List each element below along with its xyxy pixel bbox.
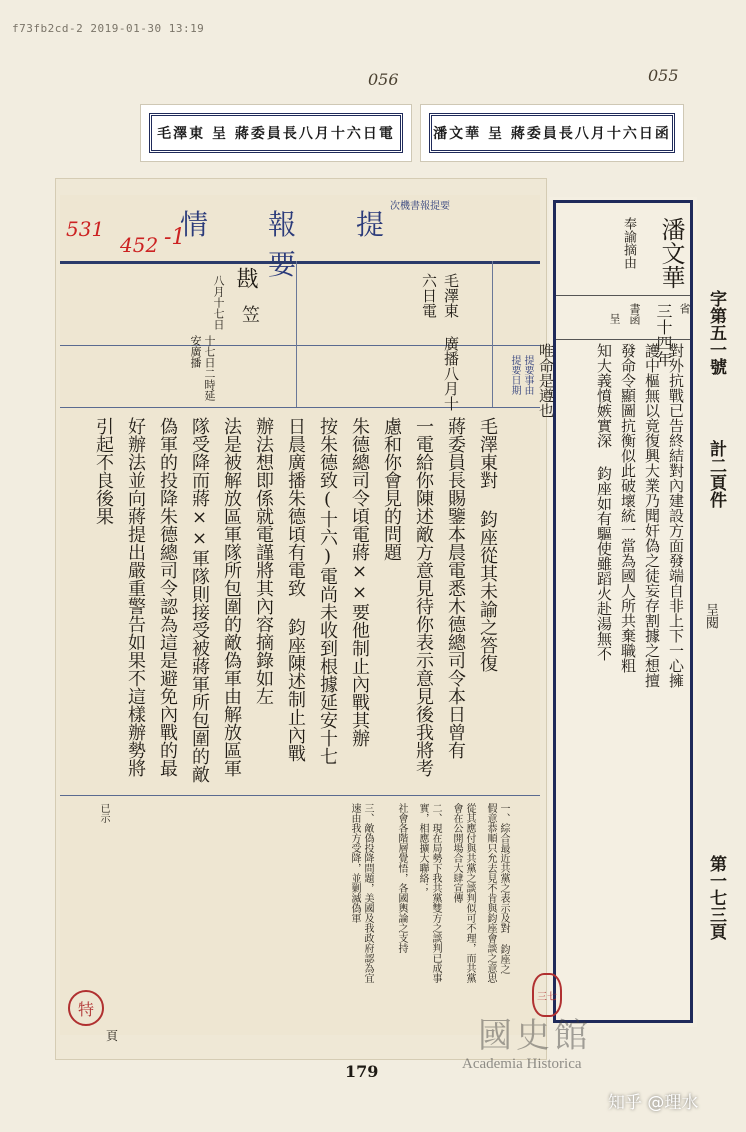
body-column-12: 好辦法並向蔣提出嚴重警告如果不這樣辦勢將: [125, 417, 146, 777]
watermark-english: Academia Historica: [462, 1056, 582, 1072]
left-header-box: [140, 104, 412, 162]
archive-stamp: f73fb2cd-2 2019-01-30 13:19: [12, 22, 205, 35]
form-subtitle: 次機書報提要: [390, 201, 450, 212]
card-meta-1: 省: [678, 303, 691, 314]
form-title: 情 報 提 要: [179, 208, 445, 281]
card-year: 三十四年: [654, 303, 673, 367]
body-column-9: 法是被解放區軍隊所包圍的敵偽軍由解放區軍: [221, 417, 242, 777]
card-meta-2: 書函: [628, 303, 641, 325]
note-4: 社會各階層覺悟，各國輿論之支持: [396, 803, 407, 953]
red-seal-te: 特: [68, 990, 104, 1026]
body-column-11: 偽軍的投降朱德總司令認為這是避免內戰的最: [157, 417, 178, 777]
sender-column: 毛澤東 廣播八月十六日電: [420, 273, 460, 411]
notes-block: [90, 803, 510, 983]
note-1: 一、綜合最近共黨之表示及對 鈞座之假意恭順只允去見不肯與鈞座會談之意思: [485, 803, 509, 983]
page-number-right: 055: [648, 66, 679, 85]
right-header-title: 潘文華 呈 蔣委員長八月十六日函: [429, 113, 675, 153]
watermark-logo: 國史館: [478, 1016, 592, 1056]
note-5: 三、敵偽投降問題，美國及我政府認為宜速由我方受降，並剿滅偽軍: [349, 803, 373, 983]
card-column-1: 對外抗戰已告終結對內建設方面發端自非上下一心擁: [667, 343, 685, 688]
side-tab-subject: 提要事由: [522, 355, 533, 395]
body-column-7: 日晨廣播朱德頃有電致 鈞座陳述制止內戰: [285, 417, 306, 762]
footer-page-label: 頁: [106, 1029, 119, 1043]
card-sender: 潘文華: [657, 217, 685, 289]
card-seal: 三七: [532, 973, 562, 1017]
side-tab-date: 提要日期: [509, 355, 520, 395]
card-column-3: 發命令顯圖抗衡似此破壞統一當為國人所共棄職粗: [619, 343, 637, 673]
body-column-13: 引起不良後果: [93, 417, 114, 525]
instruction-date: 八月十七日: [212, 275, 225, 330]
body-text: [80, 417, 500, 797]
note-6: 已示: [98, 803, 109, 823]
body-column-10: 隊受降而蔣××軍隊則接受被蔣軍所包圍的敵: [189, 417, 210, 783]
body-column-5: 朱德總司令頃電蔣××要他制止內戰其辦: [349, 417, 370, 747]
right-margin-page: 第一七三頁: [706, 855, 726, 940]
body-column-2: 蔣委員長賜鑒本晨電悉木德總司令本日曾有: [445, 417, 466, 759]
instruction-note: 十七日二時延安廣播: [189, 335, 216, 401]
red-number-1: 531: [66, 217, 105, 241]
body-column-3: 一電給你陳述敵方意見待你表示意見後我將考: [413, 417, 434, 777]
page-number-left: 056: [368, 70, 399, 89]
intelligence-form: [60, 195, 540, 1043]
right-margin-ref: 字第五一號: [706, 290, 726, 375]
note-2: 從其應付與共黨之談判似可不理，而共黨會在公開場合大肆宣傳: [451, 803, 475, 983]
red-number-2: 452: [120, 233, 159, 257]
left-header-title: 毛澤東 呈 蔣委員長八月十六日電: [149, 113, 403, 153]
body-column-8: 辦法想即係就電謹將其內容摘錄如左: [253, 417, 274, 705]
body-column-6: 按朱德致(十六)電尚未收到根據延安十七: [317, 417, 338, 765]
right-header-box: [420, 104, 684, 162]
instruction-main: 戡: [233, 267, 258, 289]
card-column-6: 呈閱: [703, 603, 718, 629]
body-column-1: 毛澤東對 鈞座從其未諭之答復: [477, 417, 498, 672]
note-3: 二、現在局勢下我共黨雙方之談判已成事實，相應擴大聯絡；: [417, 803, 441, 983]
red-suffix: -1: [164, 225, 186, 250]
watermark-credit: 知乎 @理水: [608, 1093, 699, 1113]
card-meta-3: 呈: [608, 313, 621, 324]
right-margin-count: 計二頁件: [706, 440, 726, 508]
card-dept: 奉諭摘由: [621, 217, 636, 269]
card-column-5: 唯命是遵也: [537, 343, 555, 418]
page-number: 179: [345, 1062, 379, 1081]
body-column-4: 慮和你會見的問題: [381, 417, 402, 561]
card-column-4: 知大義憤嫉實深 鈞座如有驅使雖蹈火赴湯無不: [595, 343, 613, 661]
instruction-sub: 笠: [239, 305, 260, 323]
card-column-2: 護中樞無以竟復興大業乃聞奸偽之徒妄存割據之想擅: [643, 343, 661, 688]
